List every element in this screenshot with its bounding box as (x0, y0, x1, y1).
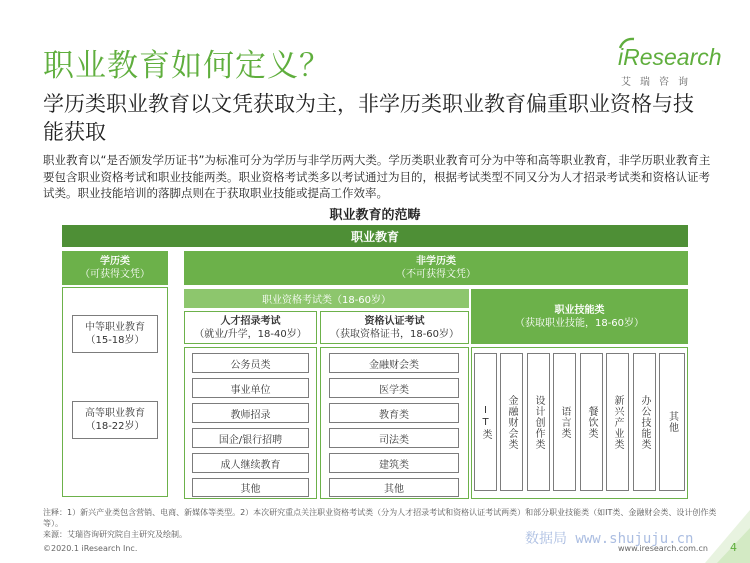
recruit-item: 国企/银行招聘 (192, 428, 309, 448)
skill-item: 新兴产业类 (606, 353, 629, 491)
copyright: ©2020.1 iResearch Inc. (43, 544, 138, 553)
cert-item: 司法类 (329, 428, 459, 448)
skill-item: 语言类 (553, 353, 576, 491)
secondary-vocational-age: （15-18岁） (85, 335, 145, 346)
headline: 学历类职业教育以文凭获取为主，非学历类职业教育偏重职业资格与技能获取 (43, 92, 694, 144)
root-vocational-education: 职业教育 (62, 225, 688, 247)
recruit-item: 成人继续教育 (192, 453, 309, 473)
skill-item: 设计创作类 (527, 353, 550, 491)
cert-item: 医学类 (329, 378, 459, 398)
website: www.iresearch.com.cn (618, 544, 708, 553)
recruit-item: 教师招录 (192, 403, 309, 423)
skill-item: 办公技能类 (633, 353, 656, 491)
cert-item: 教育类 (329, 403, 459, 423)
recruit-item: 其他 (192, 478, 309, 497)
corner-decoration (705, 510, 750, 563)
qualification-exam-category: 职业资格考试类（18-60岁） (184, 289, 469, 308)
non-academic-sub: （不可获得文凭） (396, 269, 476, 280)
certification-exam-sub: （获取资格证书，18-60岁） (329, 328, 460, 340)
academic-label: 学历类 (100, 256, 130, 267)
academic-sub: （可获得文凭） (80, 269, 150, 280)
skills-label: 职业技能类 (554, 304, 605, 316)
logo-subtitle: 艾瑞咨询 (621, 77, 697, 88)
secondary-vocational-name: 中等职业教育 (85, 322, 145, 333)
recruitment-exam-label: 人才招录考试 (220, 315, 281, 327)
footnote-note: 注释：1）新兴产业类包含营销、电商、新媒体等类型。2）本次研究重点关注职业资格考试类（分为人才招录考试和资格认证考试两类）和部分职业技能类（如IT类、金融财会类、设计创作类等）。 (43, 508, 717, 528)
skills-sub: （获取职业技能，18-60岁） (514, 317, 645, 329)
watermark: 数据局 www.shujuju.cn (525, 531, 694, 547)
intro-paragraph: 职业教育以“是否颁发学历证书”为标准可分为学历与非学历两大类。学历类职业教育可分为中等和高等职业教育，非学历职业教育主要包含职业资格考试和职业技能两类。职业资格考试类多以考试通过为目的，根据考试类型不同又分为人才招录考试类和资格认证考试类。职业技能培训的落脚点则在于获取职业技能或提高工作效率。 (43, 153, 711, 200)
cert-item: 其他 (329, 478, 459, 497)
recruitment-exam-header (184, 311, 317, 344)
recruit-item: 事业单位 (192, 378, 309, 398)
certification-exam-header (320, 311, 469, 344)
iresearch-logo (618, 44, 722, 90)
non-academic-category (184, 251, 688, 285)
cert-item: 金融财会类 (329, 353, 459, 373)
footnote-source: 来源：艾瑞咨询研究院自主研究及绘制。 (43, 530, 187, 539)
higher-vocational-name: 高等职业教育 (85, 408, 145, 419)
page-title: 职业教育如何定义？ (43, 48, 331, 84)
academic-category (62, 251, 168, 285)
skill-item: IT类 (474, 353, 497, 491)
vocational-skills-category (471, 289, 688, 344)
recruit-item: 公务员类 (192, 353, 309, 373)
higher-vocational-item (72, 401, 158, 439)
page-number: 4 (730, 541, 737, 554)
secondary-vocational-item (72, 315, 158, 353)
non-academic-label: 非学历类 (416, 256, 456, 267)
diagram-title: 职业教育的范畴 (329, 208, 421, 223)
skill-item: 其他 (659, 353, 685, 491)
logo-wordmark: iResearch (618, 44, 722, 70)
cert-item: 建筑类 (329, 453, 459, 473)
certification-exam-label: 资格认证考试 (364, 315, 425, 327)
recruitment-exam-sub: （就业/升学，18-40岁） (194, 328, 307, 340)
skill-item: 餐饮类 (580, 353, 603, 491)
skill-item: 金融财会类 (500, 353, 523, 491)
higher-vocational-age: （18-22岁） (85, 421, 145, 432)
